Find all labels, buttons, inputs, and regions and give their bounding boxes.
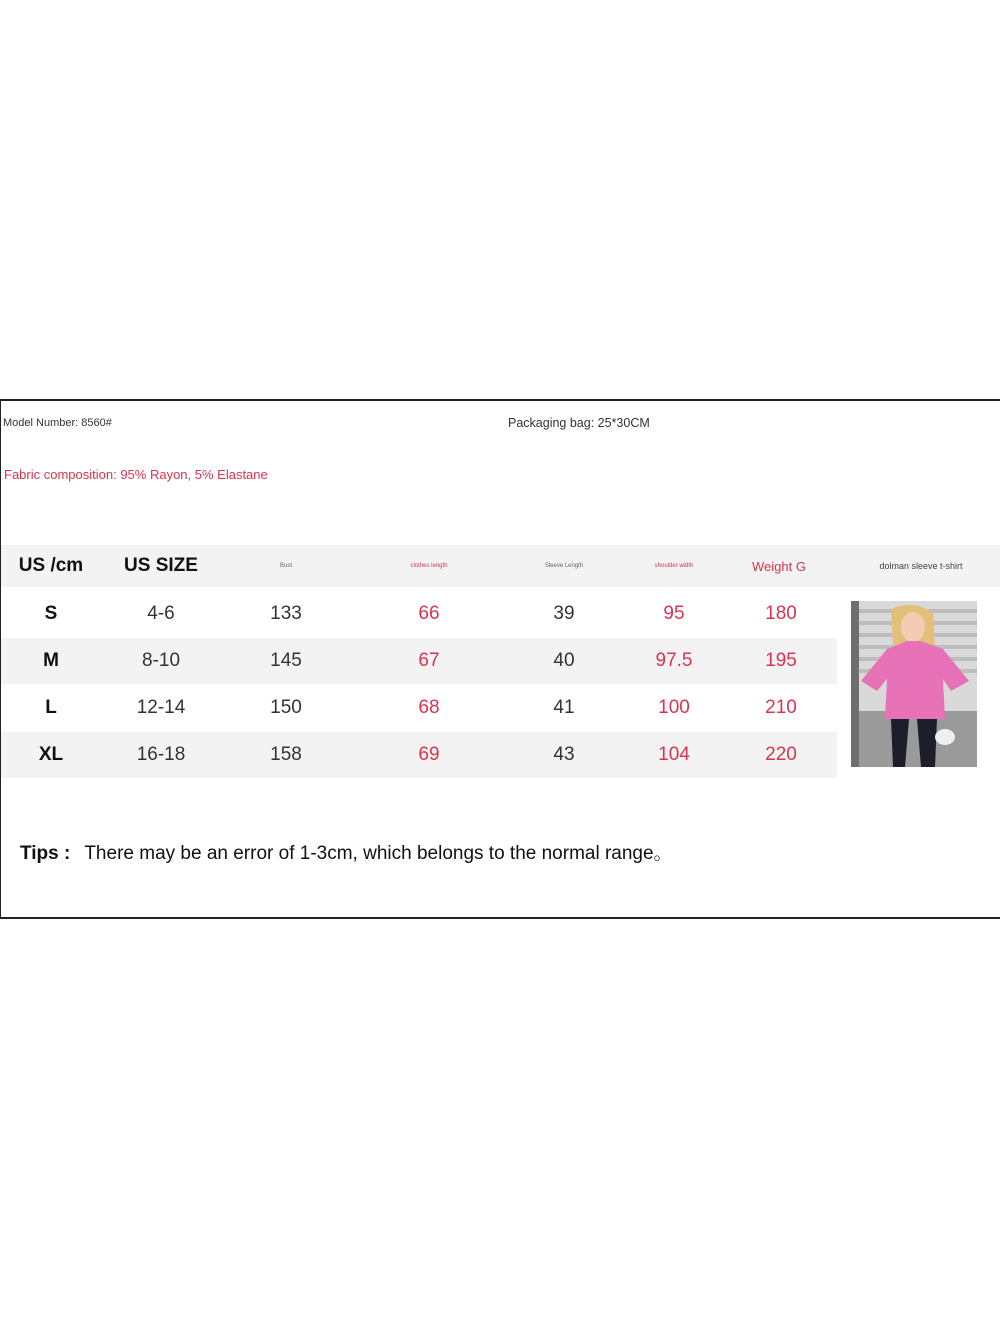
model-number: Model Number: 8560# [3,417,112,429]
size-chart-card [0,399,1000,919]
header-weight: Weight G [752,558,806,574]
weight-value: 220 [765,744,797,765]
sleeve-value: 43 [553,744,575,765]
bust-value: 133 [270,603,302,624]
sleeve-value: 41 [553,697,575,718]
weight-value: 195 [765,650,797,671]
header-bust: Bust [279,563,292,569]
us-size-value: 4-6 [147,603,175,624]
us-size-value: 8-10 [141,650,181,671]
shoulder-value: 97.5 [655,650,693,671]
shoulder-value: 100 [658,697,690,718]
weight-value: 180 [765,603,797,624]
length-value: 69 [418,744,440,765]
table-row [1,638,837,684]
tips-label: Tips : [20,843,71,864]
fabric-composition: Fabric composition: 95% Rayon, 5% Elastane [4,467,268,482]
table-header [1,545,1000,587]
header-sleeve-length: Sleeve Length [544,563,584,569]
shoulder-value: 104 [658,744,690,765]
length-value: 67 [418,650,440,671]
bust-value: 158 [270,744,302,765]
packaging-info: Packaging bag: 25*30CM [508,416,650,430]
header-us-cm: US /cm [18,555,84,576]
table-row [1,685,837,731]
table-row [1,591,837,637]
tips-note [20,838,673,865]
product-photo [851,601,977,767]
us-size-value: 16-18 [136,744,186,765]
shoulder-value: 95 [663,603,685,624]
bust-value: 145 [270,650,302,671]
size-label: L [45,697,57,718]
header-product-type: dolman sleeve t-shirt [879,561,963,571]
header-clothes-length: clothes length [410,563,448,569]
bust-value: 150 [270,697,302,718]
weight-value: 210 [765,697,797,718]
size-label: M [43,650,59,671]
header-us-size: US SIZE [124,555,198,576]
length-value: 66 [418,603,440,624]
size-label: XL [38,744,64,765]
sleeve-value: 39 [553,603,575,624]
tips-text: There may be an error of 1-3cm, which belongs to the normal range。 [84,843,673,864]
header-shoulder-width: shoulder width [654,563,694,569]
us-size-value: 12-14 [136,697,186,718]
table-row [1,732,837,778]
size-label: S [44,603,58,624]
sleeve-value: 40 [553,650,575,671]
length-value: 68 [418,697,440,718]
